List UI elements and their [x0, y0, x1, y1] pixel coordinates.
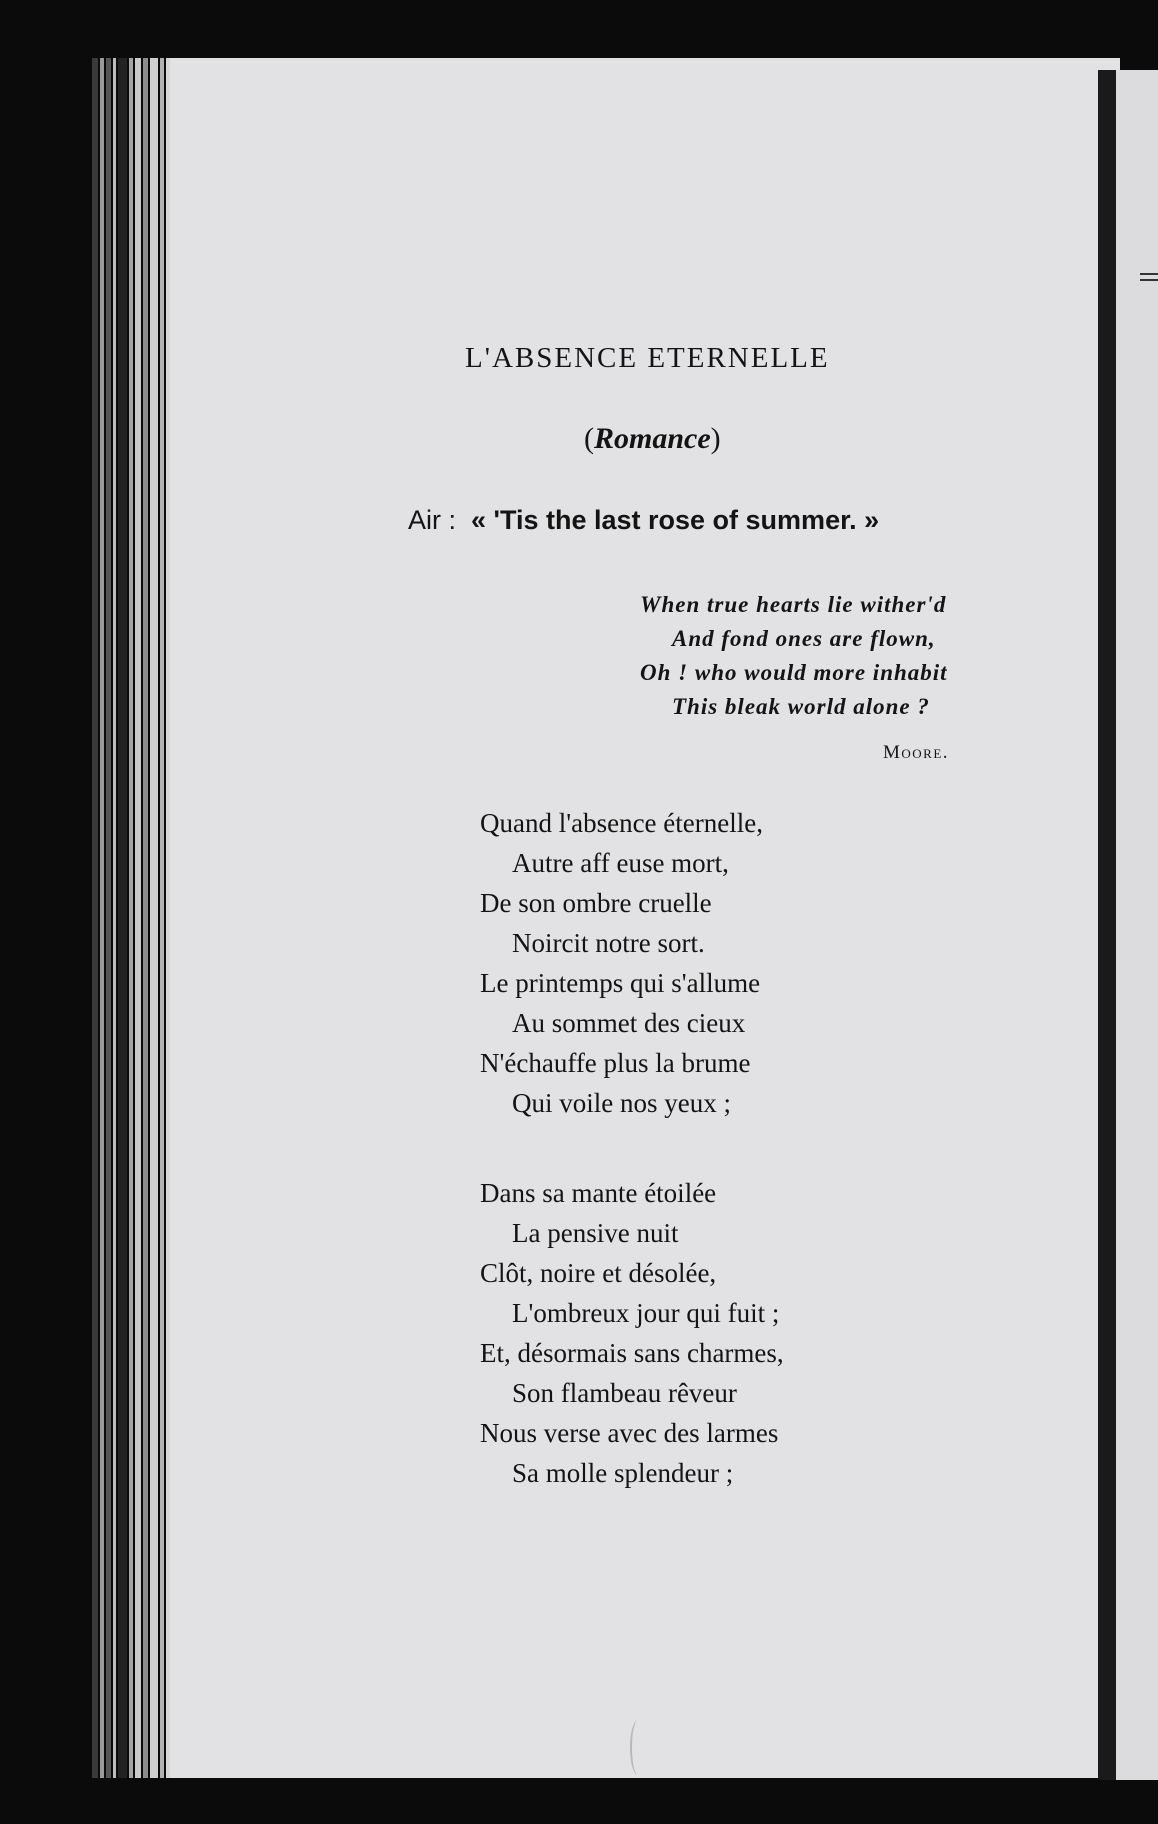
verse-line: Autre aff euse mort, [512, 848, 729, 878]
verse-line: Noircit notre sort. [512, 928, 705, 958]
poem-subtitle: (Romance) [584, 422, 721, 455]
verse-line: La pensive nuit [512, 1218, 679, 1248]
verse-line: Qui voile nos yeux ; [512, 1088, 731, 1118]
verse-line: De son ombre cruelle [480, 888, 712, 918]
verse-line: L'ombreux jour qui fuit ; [512, 1298, 780, 1328]
subtitle-text: Romance [594, 422, 711, 455]
air-line [408, 505, 879, 536]
verse-line: Clôt, noire et désolée, [480, 1258, 717, 1288]
air-label: Air : [408, 505, 457, 535]
verse-line: Quand l'absence éternelle, [480, 808, 763, 838]
epigraph-line: Oh ! who would more inhabit [640, 660, 948, 685]
epigraph-line: And fond ones are flown, [672, 626, 936, 651]
verse-line: Le printemps qui s'allume [480, 968, 761, 998]
verse-line: Sa molle splendeur ; [512, 1458, 734, 1488]
epigraph-attribution: Moore. [883, 742, 950, 763]
verse-line: Dans sa mante étoilée [480, 1178, 717, 1208]
gutter-shadow [1098, 70, 1116, 1780]
paper-smudge [630, 1720, 646, 1775]
air-song: « 'Tis the last rose of summer. » [471, 505, 880, 535]
verse-line: Et, désormais sans charmes, [480, 1338, 784, 1368]
verse-line: Nous verse avec des larmes [480, 1418, 779, 1448]
verse-line: N'échauffe plus la brume [480, 1048, 751, 1078]
facing-page-mark [1140, 273, 1158, 275]
epigraph-line: When true hearts lie wither'd [640, 592, 947, 617]
epigraph-line: This bleak world alone ? [672, 694, 930, 719]
poem-title: L'ABSENCE ETERNELLE [465, 342, 830, 374]
facing-page-edge [1116, 70, 1158, 1780]
verse-line: Au sommet des cieux [512, 1008, 746, 1038]
verse-line: Son flambeau rêveur [512, 1378, 737, 1408]
